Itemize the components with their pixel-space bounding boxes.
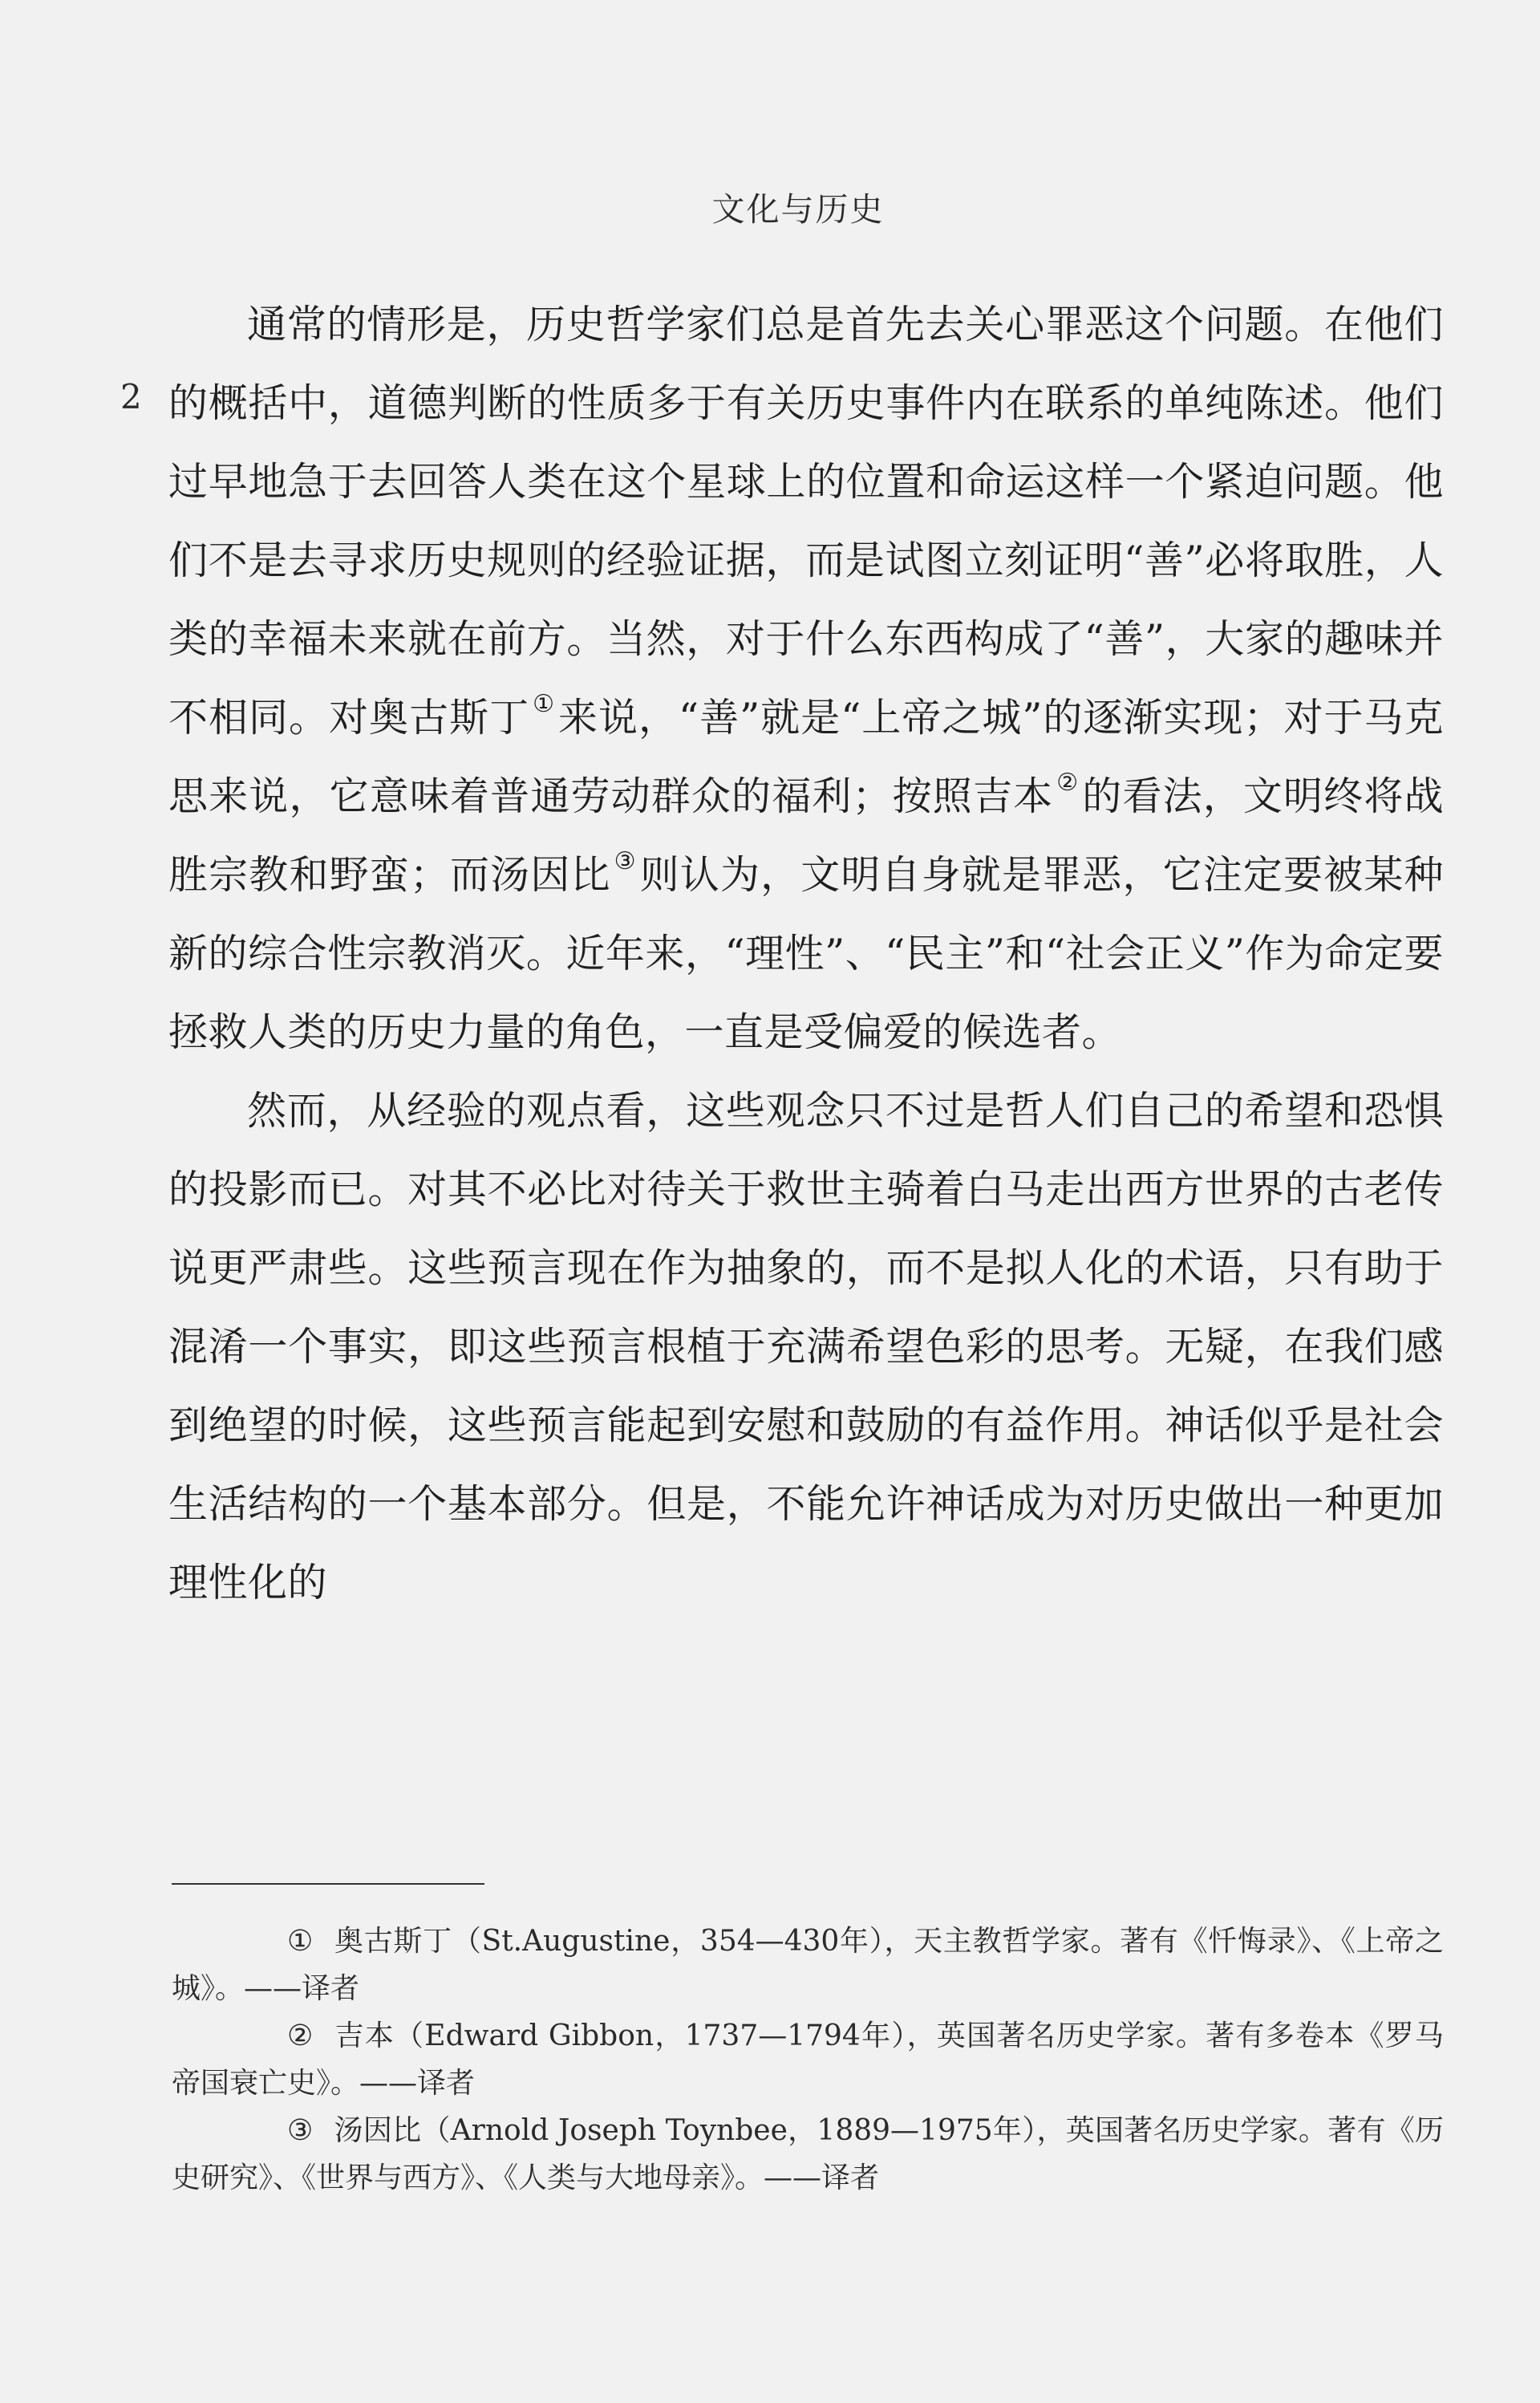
footnote-mark: ① xyxy=(287,1925,314,1958)
margin-page-number: 2 xyxy=(120,377,142,416)
footnote-text: 吉本（Edward Gibbon，1737—1794年），英国著名历史学家。著有多卷本《罗马帝国衰亡史》。——译者 xyxy=(172,2019,1444,2100)
footnote-1 xyxy=(172,1918,1444,2012)
paragraph-1-segment: 则认为，文明自身就是罪恶，它注定要被某种新的综合性宗教消灭。近年来，“理性”、“民主”和“社会正义”作为命定要拯救人类的历史力量的角色，一直是受偏爱的候选者。 xyxy=(168,852,1444,1055)
footnote-3 xyxy=(172,2107,1444,2202)
footnote-mark: ③ xyxy=(287,2114,314,2147)
footnote-mark: ② xyxy=(287,2019,314,2052)
footnote-reference-2: ② xyxy=(1056,769,1080,797)
footnote-reference-3: ③ xyxy=(614,847,637,875)
footnotes xyxy=(172,1918,1444,2202)
paragraph-1-segment: 通常的情形是，历史哲学家们总是首先去关心罪恶这个问题。在他们的概括中，道德判断的性质多于有关历史事件内在联系的单纯陈述。他们过早地急于去回答人类在这个星球上的位置和命运这样一个紧迫问题。他们不是去寻求历史规则的经验证据，而是试图立刻证明“善”必将取胜，人类的幸福未来就在前方。当然，对于什么东西构成了“善”，大家的趣味并不相同。对奥古斯丁 xyxy=(168,302,1444,741)
footnote-reference-1: ① xyxy=(533,690,556,718)
body-text xyxy=(168,286,1444,1622)
footnote-2 xyxy=(172,2012,1444,2107)
paragraph-1 xyxy=(168,286,1444,1072)
paragraph-1-segment: 来说，“善”就是“上帝之城”的逐渐实现；对于马克思来说，它意味着普通劳动群众的福利；按照吉本 xyxy=(168,695,1444,819)
paragraph-1-segment: 的看法，文明终将战胜宗教和野蛮；而汤因比 xyxy=(168,773,1444,898)
running-head-title: 文化与历史 xyxy=(711,190,885,229)
paragraph-2: 然而，从经验的观点看，这些观念只不过是哲人们自己的希望和恐惧的投影而已。对其不必比对待关于救世主骑着白马走出西方世界的古老传说更严肃些。这些预言现在作为抽象的，而不是拟人化的术语，只有助于混淆一个事实，即这些预言根植于充满希望色彩的思考。无疑，在我们感到绝望的时候，这些预言能起到安慰和鼓励的有益作用。神话似乎是社会生活结构的一个基本部分。但是，不能允许神话成为对历史做出一种更加理性化的 xyxy=(168,1088,1444,1605)
footnote-divider xyxy=(172,1883,484,1885)
footnote-text: 奥古斯丁（St.Augustine，354—430年），天主教哲学家。著有《忏悔录》、《上帝之城》。——译者 xyxy=(172,1925,1444,2005)
footnote-text: 汤因比（Arnold Joseph Toynbee，1889—1975年），英国著名历史学家。著有《历史研究》、《世界与西方》、《人类与大地母亲》。——译者 xyxy=(172,2114,1444,2194)
